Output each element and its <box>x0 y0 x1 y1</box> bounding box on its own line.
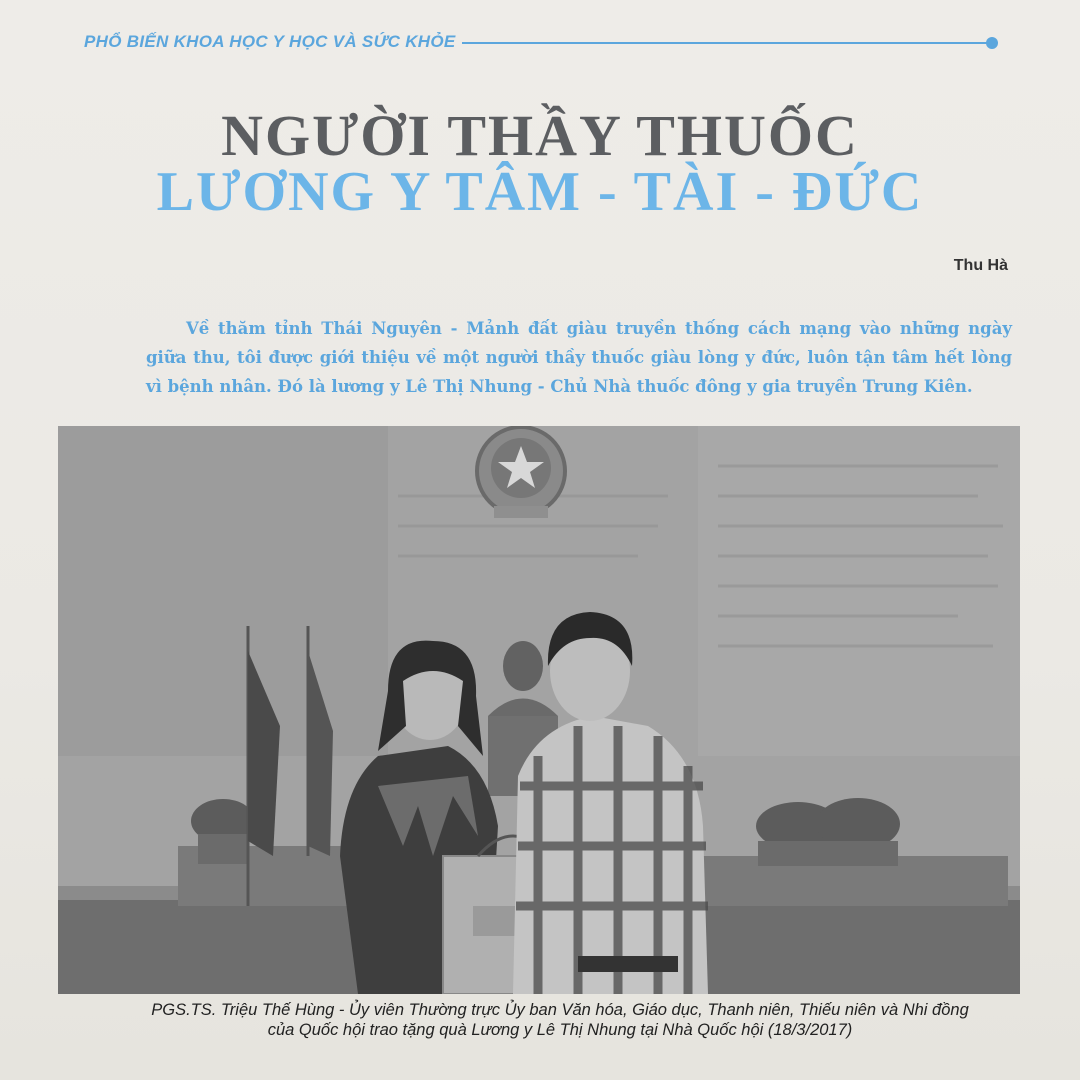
article-title-line2: LƯƠNG Y TÂM - TÀI - ĐỨC <box>156 161 924 223</box>
article-title-line1: NGƯỜI THẦY THUỐC <box>221 103 859 168</box>
section-label: PHỔ BIẾN KHOA HỌC Y HỌC VÀ SỨC KHỎE <box>84 32 456 51</box>
article-photo <box>58 426 1020 994</box>
photo-caption-line1: PGS.TS. Triệu Thế Hùng - Ủy viên Thường trực Ủy ban Văn hóa, Giáo dục, Thanh niên, Thiếu niên và Nhi đồng <box>151 1001 969 1019</box>
article-author: Thu Hà <box>953 257 1008 274</box>
section-header <box>84 28 1004 60</box>
photo-caption <box>40 1000 1080 1040</box>
state-emblem <box>477 427 565 518</box>
article-lead: Về thăm tỉnh Thái Nguyên - Mảnh đất giàu truyền thống cách mạng vào những ngày giữa thu, tôi được giới thiệu về một người thầy thuốc giàu lòng y đức, luôn tận tâm hết lòng vì bệnh nhân. Đó là lương y Lê Thị Nhung - Chủ Nhà thuốc đông y gia truyền Trung Kiên. <box>146 319 1012 396</box>
section-rule <box>462 42 992 44</box>
photo-illustration <box>58 426 1020 994</box>
photo-caption-line2: của Quốc hội trao tặng quà Lương y Lê Thị Nhung tại Nhà Quốc hội (18/3/2017) <box>267 1021 853 1039</box>
section-rule-dot <box>986 37 998 49</box>
photo-wall-panel <box>698 426 1020 756</box>
photo-wall-panel <box>58 426 388 756</box>
